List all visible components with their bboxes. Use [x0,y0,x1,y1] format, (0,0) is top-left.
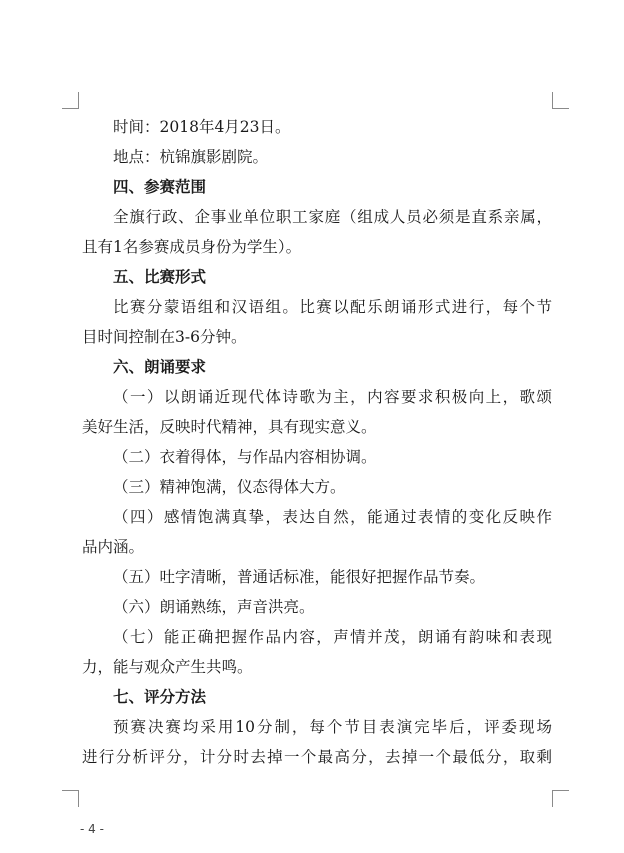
requirement-item-1: （一）以朗诵近现代体诗歌为主，内容要求积极向上，歌颂 [113,388,552,406]
requirement-item-2: （二）衣着得体，与作品内容相协调。 [113,448,377,466]
paragraph-line: 比赛分蒙语组和汉语组。比赛以配乐朗诵形式进行，每个节 [113,298,552,316]
paragraph-line: 目时间控制在3-6分钟。 [82,328,247,346]
corner-mark-top-left [62,92,79,109]
section-heading-scope: 四、参赛范围 [113,178,207,196]
section-heading-scoring: 七、评分方法 [113,688,207,706]
paragraph-line: 力，能与观众产生共鸣。 [82,658,253,676]
document-body [82,112,552,772]
paragraph-line: 品内涵。 [82,538,145,556]
requirement-item-5: （五）吐字清晰，普通话标准，能很好把握作品节奏。 [113,568,486,586]
corner-mark-bottom-left [62,790,79,807]
corner-mark-top-right [552,92,569,109]
corner-mark-bottom-right [552,790,569,807]
section-heading-requirements: 六、朗诵要求 [113,358,207,376]
paragraph-line: 预赛决赛均采用10分制，每个节目表演完毕后，评委现场 [113,718,552,736]
page-number: - 4 - [80,822,104,836]
requirement-item-3: （三）精神饱满，仪态得体大方。 [113,478,346,496]
paragraph-line: 美好生活，反映时代精神，具有现实意义。 [82,418,377,436]
requirement-item-4: （四）感情饱满真挚，表达自然，能通过表情的变化反映作 [113,508,552,526]
paragraph-line: 且有1名参赛成员身份为学生）。 [82,238,302,256]
location-line: 地点：杭锦旗影剧院。 [113,148,269,166]
paragraph-line: 进行分析评分，计分时去掉一个最高分，去掉一个最低分，取剩 [82,748,552,766]
requirement-item-6: （六）朗诵熟练，声音洪亮。 [113,598,315,616]
section-heading-format: 五、比赛形式 [113,268,207,286]
time-line: 时间：2018年4月23日。 [113,118,291,136]
requirement-item-7: （七）能正确把握作品内容，声情并茂，朗诵有韵味和表现 [113,628,552,646]
paragraph-line: 全旗行政、企事业单位职工家庭（组成人员必须是直系亲属， [113,208,552,226]
